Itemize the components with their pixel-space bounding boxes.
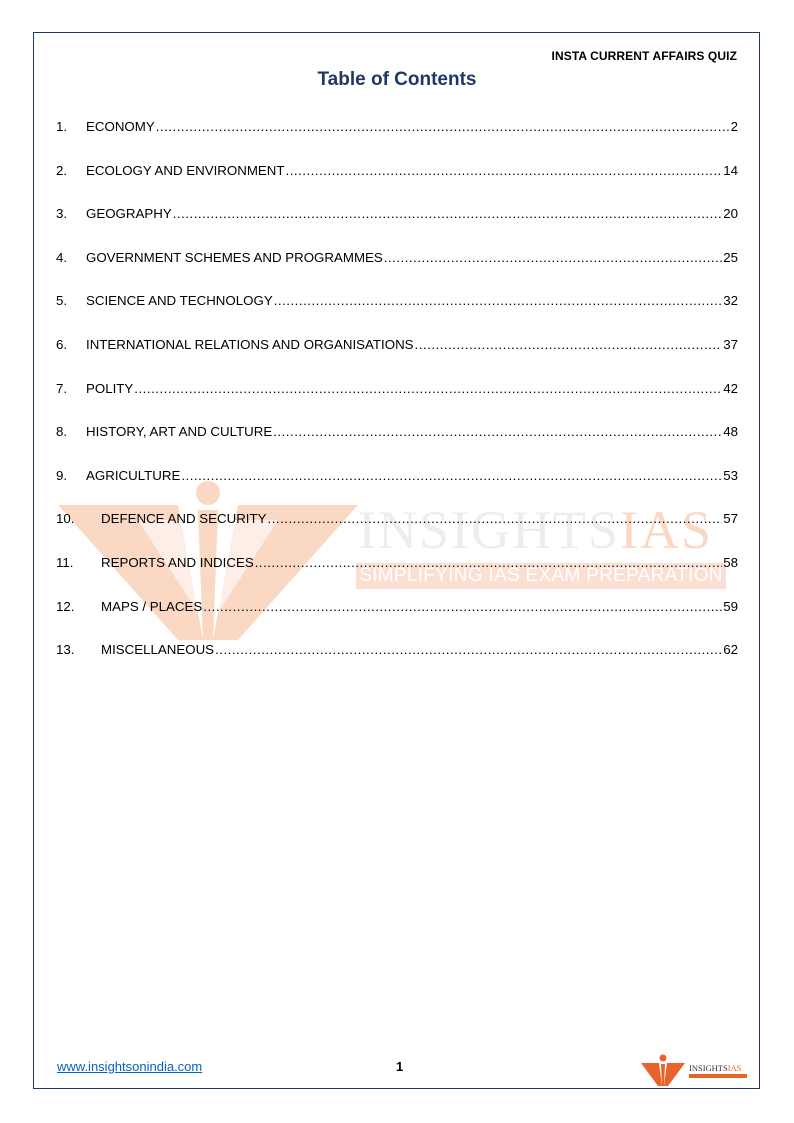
footer-logo-accent: IAS: [727, 1063, 742, 1073]
toc-entry-page: 25: [723, 249, 738, 265]
footer-logo: [641, 1053, 753, 1087]
toc-leader-dots: [156, 118, 730, 136]
toc-entry-number: 12.: [56, 598, 75, 614]
toc-entry-history-art-culture[interactable]: [56, 423, 738, 467]
toc-entry-number: 13.: [56, 642, 75, 658]
toc-entry-agriculture[interactable]: [56, 467, 738, 511]
toc-entry-geography[interactable]: [56, 205, 738, 249]
toc-entry-number: 11.: [56, 554, 74, 570]
toc-entry-reports-indices[interactable]: [56, 554, 738, 598]
footer-logo-bar: [689, 1074, 747, 1078]
watermark-brand-main: INSIGHTS: [358, 500, 621, 560]
toc-leader-dots: [415, 336, 723, 354]
toc-entry-label: SCIENCE AND TECHNOLOGY: [86, 293, 273, 309]
toc-entry-international-relations[interactable]: [56, 336, 738, 380]
toc-entry-government-schemes[interactable]: [56, 249, 738, 293]
toc-entry-page: 48: [723, 424, 738, 440]
toc-entry-label: MISCELLANEOUS: [101, 642, 215, 658]
running-header: INSTA CURRENT AFFAIRS QUIZ: [551, 49, 737, 63]
toc-entry-label: ECONOMY: [86, 119, 155, 134]
toc-entry-label: POLITY: [86, 380, 134, 396]
toc-entry-economy[interactable]: [56, 118, 738, 162]
toc-entry-polity[interactable]: [56, 380, 738, 424]
toc-leader-dots: [134, 380, 722, 398]
toc-entry-number: 5.: [56, 293, 68, 309]
toc-leader-dots: [173, 205, 722, 223]
insightsias-logo-icon: [641, 1053, 685, 1087]
toc-entry-number: 6.: [56, 336, 68, 352]
toc-entry-defence-security[interactable]: [56, 510, 738, 554]
toc-leader-dots: [273, 423, 722, 441]
toc-entry-ecology[interactable]: [56, 162, 738, 206]
toc-entry-label: INTERNATIONAL RELATIONS AND ORGANISATIONS: [86, 336, 414, 352]
toc-entry-label: GOVERNMENT SCHEMES AND PROGRAMMES: [86, 249, 383, 265]
toc-entry-label: DEFENCE AND SECURITY: [101, 511, 267, 527]
toc-entry-page: 53: [723, 467, 738, 483]
toc-entry-page: 14: [723, 162, 738, 178]
toc-entry-number: 2.: [56, 162, 68, 178]
toc-title: Table of Contents: [317, 69, 477, 90]
toc-entry-miscellaneous[interactable]: [56, 641, 738, 685]
toc-leader-dots: [268, 510, 723, 528]
website-link[interactable]: www.insightsonindia.com: [57, 1059, 203, 1074]
toc-entry-number: 3.: [56, 206, 68, 222]
toc-entry-number: 7.: [56, 380, 68, 396]
toc-leader-dots: [203, 598, 722, 616]
toc-list: [56, 118, 738, 685]
page-number: 1: [396, 1059, 404, 1074]
toc-leader-dots: [181, 467, 722, 485]
toc-entry-science-technology[interactable]: [56, 292, 738, 336]
toc-entry-label: MAPS / PLACES: [101, 598, 203, 614]
toc-entry-page: 37: [723, 336, 738, 352]
toc-entry-maps-places[interactable]: [56, 598, 738, 642]
watermark-tagline: SIMPLIFYING IAS EXAM PREPARATION: [356, 563, 726, 589]
toc-entry-label: GEOGRAPHY: [86, 206, 172, 222]
toc-entry-number: 1.: [56, 119, 68, 134]
toc-entry-page: 42: [723, 380, 738, 396]
toc-entry-page: 59: [723, 598, 738, 614]
toc-entry-label: HISTORY, ART AND CULTURE: [86, 424, 273, 440]
toc-entry-number: 8.: [56, 424, 68, 440]
toc-entry-number: 9.: [56, 467, 68, 483]
toc-entry-label: AGRICULTURE: [86, 467, 181, 483]
toc-entry-label: ECOLOGY AND ENVIRONMENT: [86, 162, 285, 178]
footer-logo-main: INSIGHTS: [689, 1063, 728, 1073]
toc-entry-label: REPORTS AND INDICES: [101, 554, 254, 570]
toc-entry-page: 32: [723, 293, 738, 309]
toc-entry-page: 2: [730, 119, 738, 134]
toc-leader-dots: [215, 641, 722, 659]
toc-entry-page: 62: [723, 642, 738, 658]
toc-entry-page: 20: [723, 206, 738, 222]
toc-entry-number: 10.: [56, 511, 75, 527]
toc-entry-page: 58: [723, 554, 738, 570]
toc-leader-dots: [286, 162, 723, 180]
toc-leader-dots: [255, 554, 723, 572]
watermark-brand-accent: IAS: [620, 500, 714, 560]
toc-entry-number: 4.: [56, 249, 68, 265]
toc-entry-page: 57: [723, 511, 738, 527]
toc-leader-dots: [384, 249, 722, 267]
toc-leader-dots: [274, 292, 723, 310]
footer-logo-text: [689, 1063, 741, 1073]
